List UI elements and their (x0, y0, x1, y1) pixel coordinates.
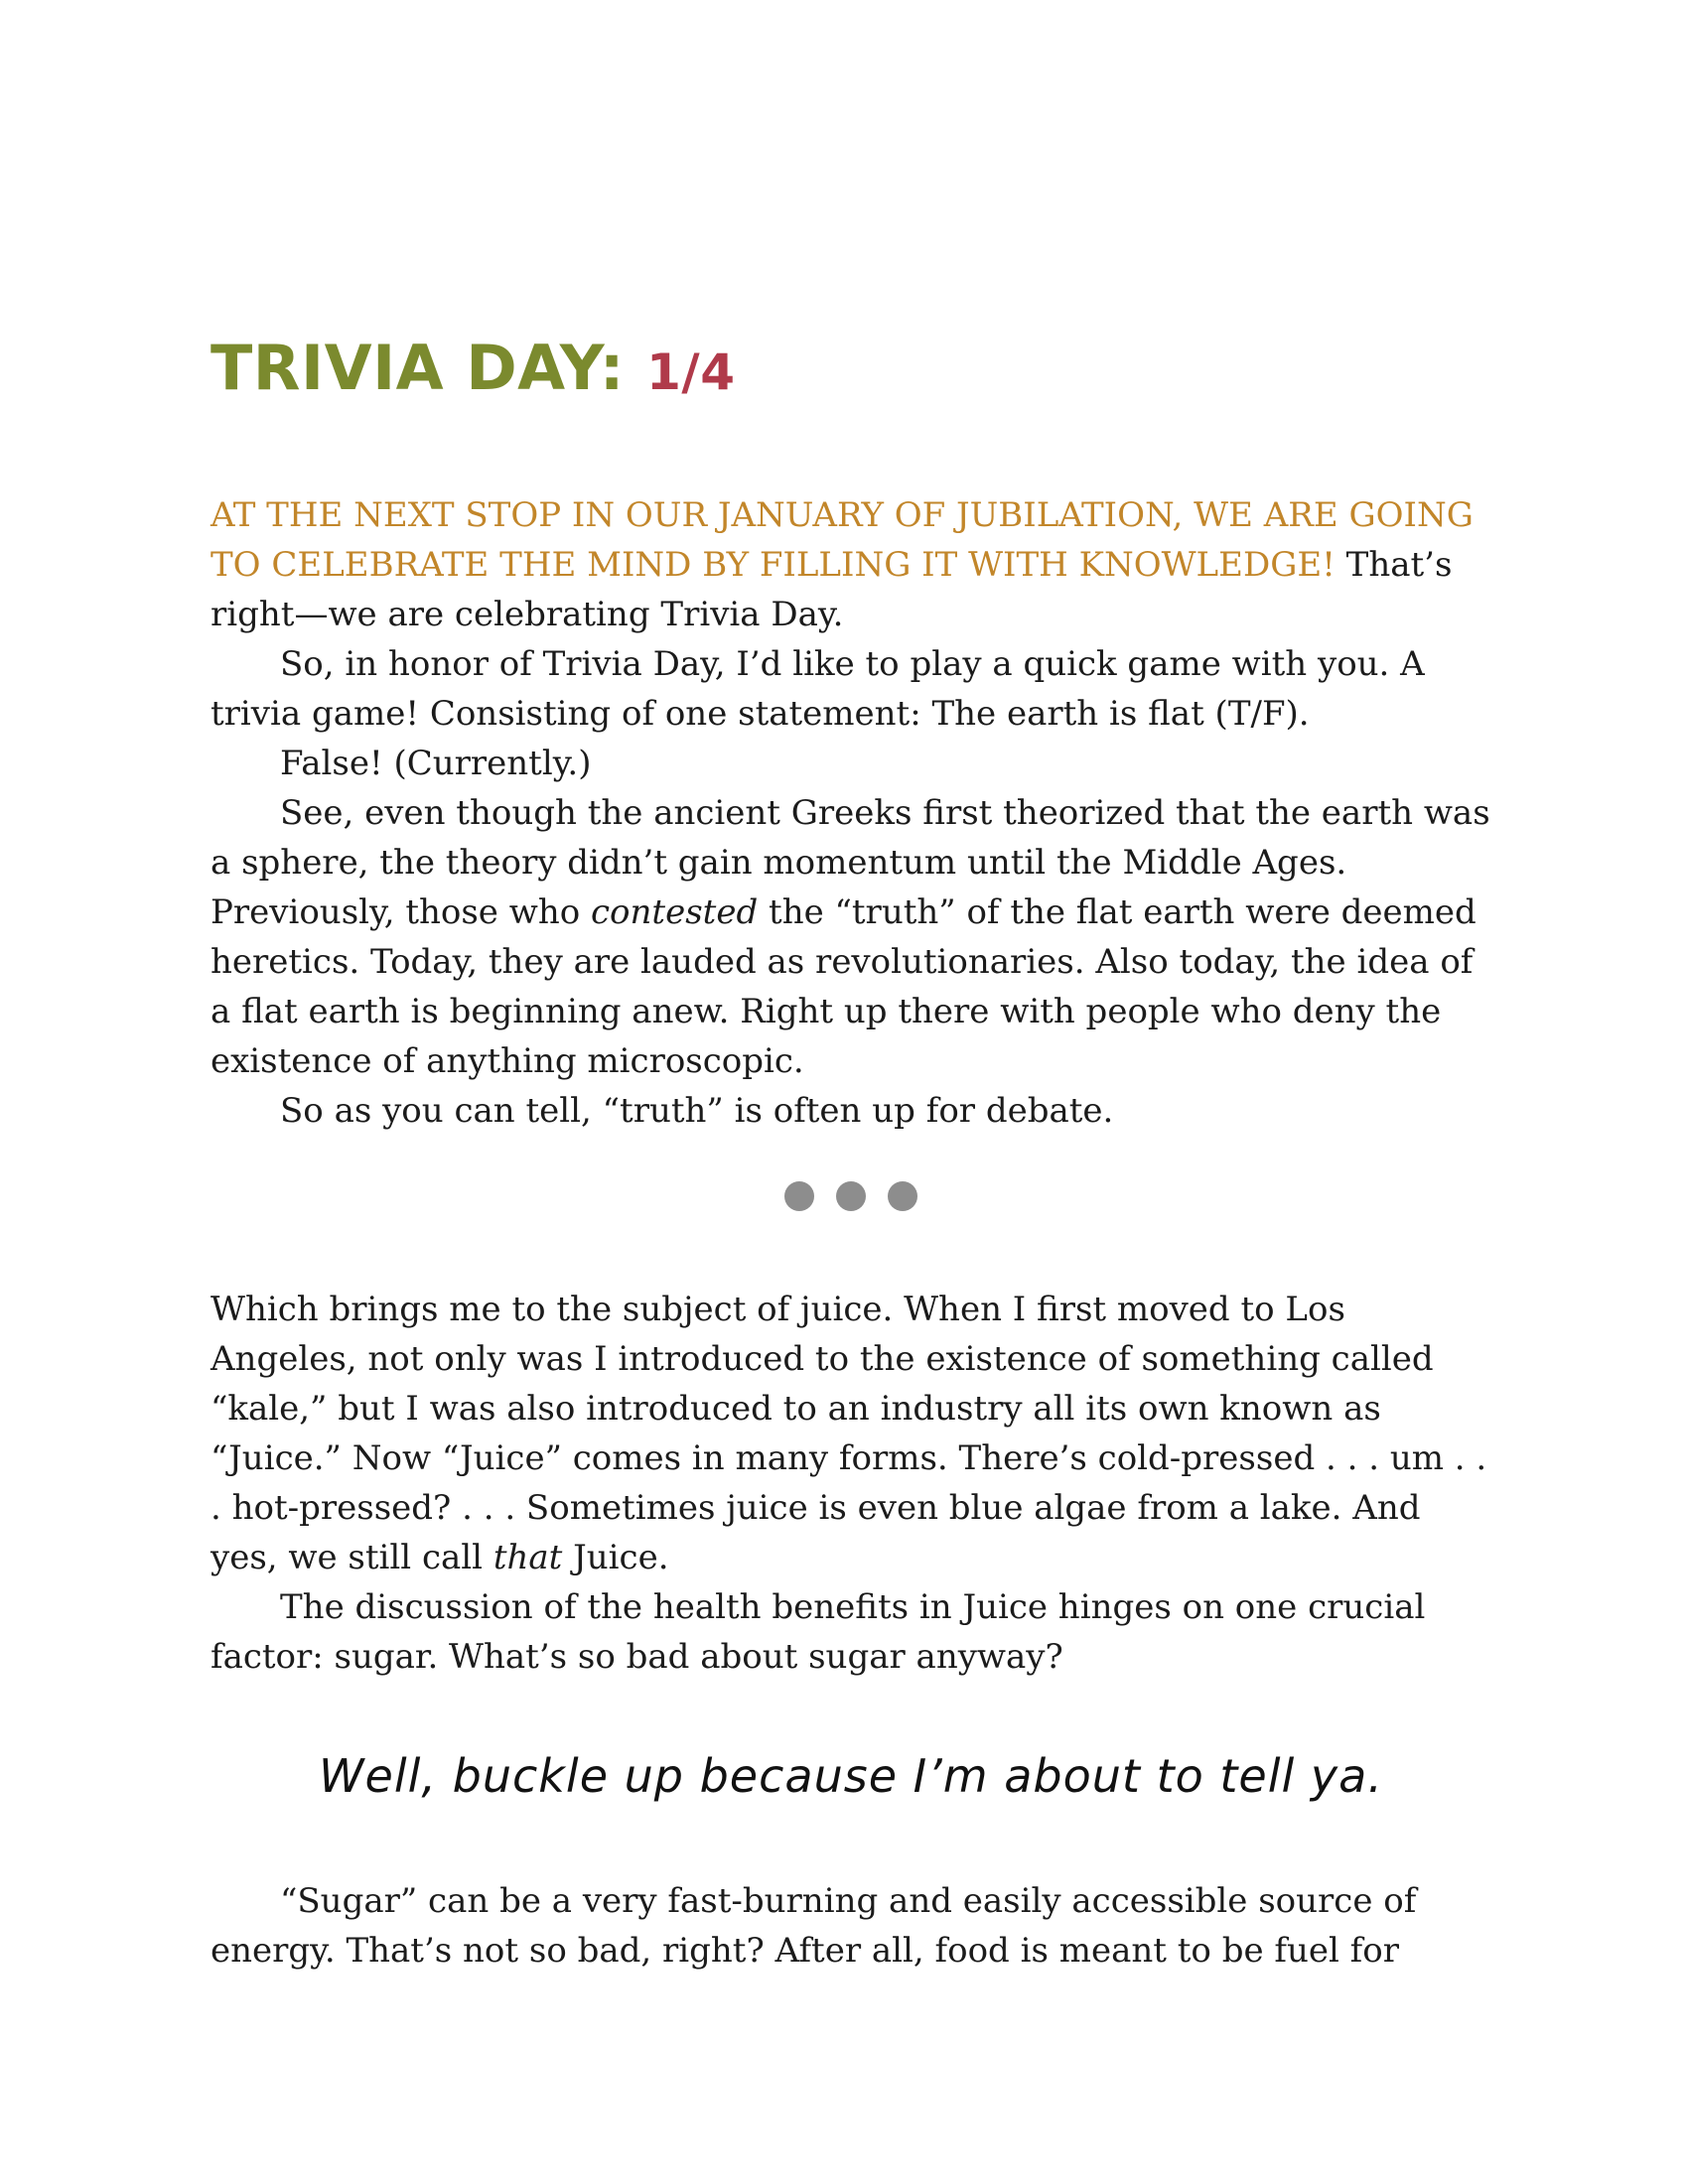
callout-text: Well, buckle up because I’m about to tell ya. (319, 1749, 1383, 1803)
separator-dot (888, 1181, 917, 1211)
chapter-heading (211, 332, 736, 404)
text-run: See, even though the ancient Greeks first theorized that the earth was a sphere, the theory didn’t gain momentum until the Middle Ages. Previously, those who (211, 793, 1490, 932)
paragraph: So as you can tell, “truth” is often up for debate. (280, 1091, 1114, 1131)
section-trivia (211, 490, 1491, 1136)
paragraph: The discussion of the health benefits in Juice hinges on one crucial factor: sugar. What’s so bad about sugar anyway? (211, 1587, 1426, 1677)
section-juice (211, 1285, 1491, 1682)
paragraph: “Sugar” can be a very fast-burning and easily accessible source of energy. That’s not so bad, right? After all, food is meant to be fuel for (211, 1881, 1417, 1971)
intro-lead-rest: That’s right—we are celebrating Trivia Day. (211, 545, 1453, 634)
emphasis: that (492, 1538, 563, 1577)
separator-dot (836, 1181, 866, 1211)
chapter-title: TRIVIA DAY: (211, 332, 626, 404)
text-run: the “truth” of the flat earth were deemed heretics. Today, they are lauded as revolutionaries. Also today, the idea of a flat earth is beginning anew. Right up there with people who deny the existence of anything microscopic. (211, 892, 1477, 1081)
intro-paragraph (211, 490, 1491, 639)
separator-dot (784, 1181, 814, 1211)
paragraph: So, in honor of Trivia Day, I’d like to play a quick game with you. A trivia game! Consisting of one statement: The earth is flat (T/F). (211, 644, 1425, 734)
paragraph (211, 1285, 1491, 1582)
paragraph (211, 788, 1491, 1086)
section-sugar (211, 1876, 1491, 1976)
emphasis: contested (591, 892, 759, 932)
chapter-date: 1/4 (646, 343, 736, 401)
intro-lead-caps: AT THE NEXT STOP IN OUR JANUARY OF JUBILATION, WE ARE GOING TO CELEBRATE THE MIND BY FILLING IT WITH KNOWLEDGE! (211, 495, 1474, 585)
text-run: Which brings me to the subject of juice. When I first moved to Los Angeles, not only was I introduced to the existence of something called “kale,” but I was also introduced to an industry all its own known as “Juice.” Now “Juice” comes in many forms. There’s cold-pressed . . . um . . . hot-pressed? . . . Sometimes juice is even blue algae from a lake. And yes, we still call (211, 1290, 1487, 1577)
paragraph: False! (Currently.) (280, 744, 592, 783)
text-run: Juice. (562, 1538, 669, 1577)
section-separator (211, 1181, 1491, 1211)
